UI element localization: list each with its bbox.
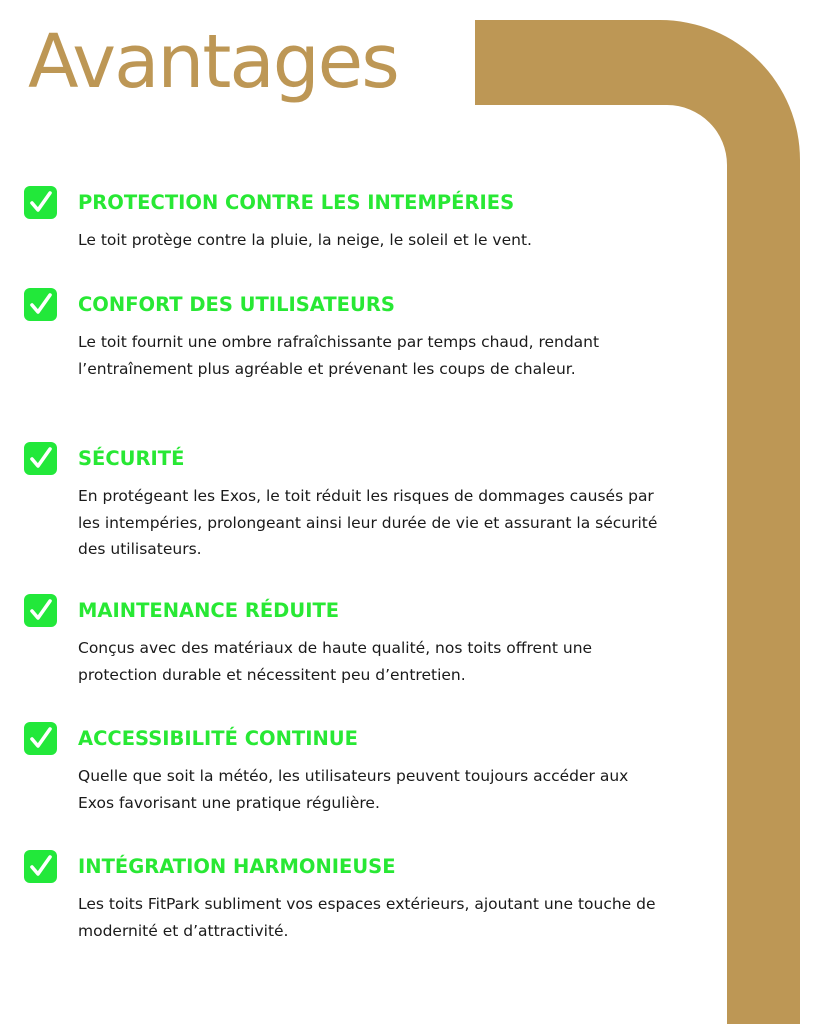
check-icon [24, 850, 57, 883]
advantage-heading: SÉCURITÉ [78, 447, 185, 470]
advantage-description: Le toit protège contre la pluie, la neige, le soleil et le vent. [78, 231, 532, 249]
advantage-description: Les toits FitPark subliment vos espaces extérieurs, ajoutant une touche de modernité et d’attractivité. [78, 895, 656, 940]
advantage-description: Conçus avec des matériaux de haute qualité, nos toits offrent une protection durable et nécessitent peu d’entretien. [78, 639, 593, 684]
page-title: Avantages [28, 19, 398, 105]
advantage-heading: CONFORT DES UTILISATEURS [78, 293, 395, 316]
advantage-heading: MAINTENANCE RÉDUITE [78, 599, 340, 622]
advantage-heading: PROTECTION CONTRE LES INTEMPÉRIES [78, 191, 515, 214]
advantage-description: Le toit fournit une ombre rafraîchissante par temps chaud, rendant l’entraînement plus agréable et prévenant les coups de chaleur. [78, 333, 600, 378]
advantage-heading: ACCESSIBILITÉ CONTINUE [78, 727, 358, 750]
check-icon [24, 442, 57, 475]
advantage-heading: INTÉGRATION HARMONIEUSE [78, 855, 396, 878]
check-icon [24, 186, 57, 219]
check-icon [24, 722, 57, 755]
advantage-description: En protégeant les Exos, le toit réduit les risques de dommages causés par les intempéries, prolongeant ainsi leur durée de vie et assurant la sécurité des utilisateurs. [78, 487, 658, 558]
advantage-description: Quelle que soit la météo, les utilisateurs peuvent toujours accéder aux Exos favorisant une pratique régulière. [78, 767, 629, 812]
check-icon [24, 288, 57, 321]
check-icon [24, 594, 57, 627]
